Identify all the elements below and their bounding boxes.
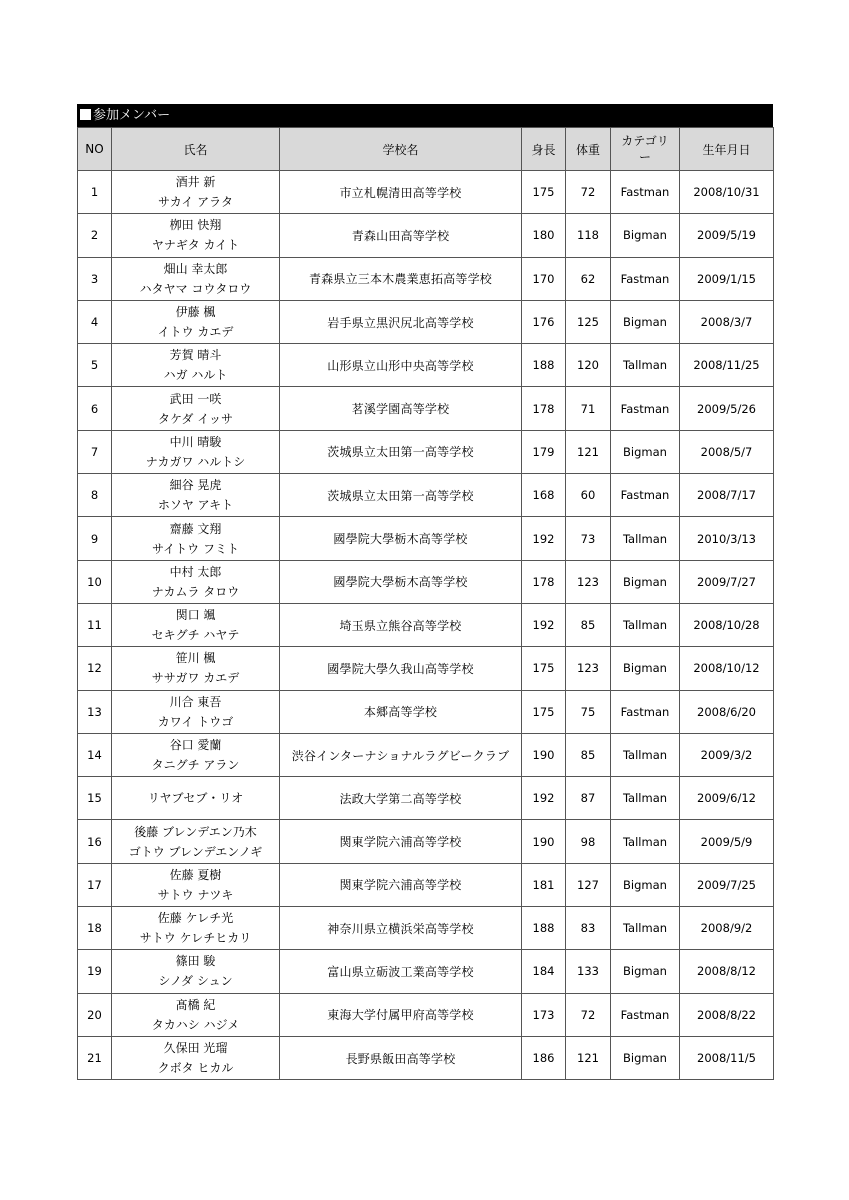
row-name: 中川 晴駿 — [169, 434, 222, 449]
row-height: 186 — [522, 1036, 566, 1079]
row-height: 173 — [522, 993, 566, 1036]
row-no: 16 — [78, 820, 112, 863]
row-category: Bigman — [611, 1036, 680, 1079]
row-category: Fastman — [611, 993, 680, 1036]
row-category: Tallman — [611, 344, 680, 387]
row-category: Bigman — [611, 647, 680, 690]
table-row — [78, 993, 774, 1036]
row-name-cell — [112, 517, 280, 560]
row-name-cell — [112, 820, 280, 863]
row-weight: 72 — [566, 993, 611, 1036]
row-name-kana: シノダ シュン — [158, 974, 233, 989]
table-row — [78, 560, 774, 603]
row-name-cell — [112, 214, 280, 257]
row-name-kana: イトウ カエデ — [157, 325, 234, 340]
row-name-kana: クボタ ヒカル — [157, 1061, 234, 1076]
row-name-cell — [112, 863, 280, 906]
row-school: 市立札幌清田高等学校 — [280, 171, 522, 214]
row-category: Tallman — [611, 820, 680, 863]
row-name-kana: サトウ ナツキ — [157, 887, 234, 902]
row-name-cell — [112, 733, 280, 776]
row-category: Tallman — [611, 517, 680, 560]
row-name-kana: ホソヤ アキト — [157, 498, 234, 513]
row-name-cell — [112, 777, 280, 820]
header-school: 学校名 — [280, 128, 522, 171]
row-name-cell — [112, 257, 280, 300]
row-category: Fastman — [611, 171, 680, 214]
row-height: 192 — [522, 603, 566, 646]
row-name-kana: ナカガワ ハルトシ — [145, 454, 246, 469]
row-school: 富山県立砺波工業高等学校 — [280, 950, 522, 993]
row-name-cell — [112, 907, 280, 950]
row-name: 後藤 ブレンデエン乃木 — [134, 824, 257, 839]
row-height: 178 — [522, 560, 566, 603]
table-row — [78, 517, 774, 560]
row-category: Bigman — [611, 863, 680, 906]
row-school: 青森県立三本木農業恵拓高等学校 — [280, 257, 522, 300]
table-row — [78, 777, 774, 820]
row-name-cell — [112, 560, 280, 603]
row-no: 19 — [78, 950, 112, 993]
header-weight: 体重 — [566, 128, 611, 171]
row-name-kana: ヤナギタ カイト — [151, 238, 240, 253]
row-dob: 2008/9/2 — [680, 907, 774, 950]
row-weight: 123 — [566, 560, 611, 603]
row-name: 細谷 晃虎 — [169, 478, 222, 493]
row-school: 國學院大學久我山高等学校 — [280, 647, 522, 690]
row-name-cell — [112, 690, 280, 733]
row-dob: 2008/11/25 — [680, 344, 774, 387]
row-name-cell — [112, 474, 280, 517]
row-dob: 2008/8/12 — [680, 950, 774, 993]
row-name-kana: ナカムラ タロウ — [151, 584, 240, 599]
table-header-row — [78, 128, 774, 171]
row-school: 渋谷インターナショナルラグビークラブ — [280, 733, 522, 776]
table-row — [78, 430, 774, 473]
row-weight: 73 — [566, 517, 611, 560]
row-name-cell — [112, 344, 280, 387]
row-name-kana: タニグチ アラン — [151, 758, 240, 772]
table-row — [78, 387, 774, 430]
table-row — [78, 950, 774, 993]
row-dob: 2008/10/31 — [680, 171, 774, 214]
row-name-kana: タケダ イッサ — [158, 411, 233, 426]
row-no: 2 — [78, 214, 112, 257]
section-title: 参加メンバー — [93, 108, 171, 123]
row-height: 175 — [522, 647, 566, 690]
table-row — [78, 214, 774, 257]
row-weight: 75 — [566, 690, 611, 733]
row-name-cell — [112, 603, 280, 646]
row-name-kana: セキグチ ハヤテ — [151, 628, 240, 643]
row-height: 175 — [522, 690, 566, 733]
row-dob: 2008/6/20 — [680, 690, 774, 733]
row-name-kana: ゴトウ ブレンデエンノギ — [128, 844, 263, 859]
row-no: 20 — [78, 993, 112, 1036]
row-category: Bigman — [611, 214, 680, 257]
row-dob: 2008/5/7 — [680, 430, 774, 473]
row-dob: 2008/11/5 — [680, 1036, 774, 1079]
row-no: 8 — [78, 474, 112, 517]
members-table — [77, 127, 774, 1080]
row-category: Tallman — [611, 907, 680, 950]
row-weight: 118 — [566, 214, 611, 257]
row-name: 久保田 光瑠 — [163, 1041, 228, 1056]
row-category: Tallman — [611, 733, 680, 776]
table-row — [78, 474, 774, 517]
row-no: 9 — [78, 517, 112, 560]
row-dob: 2009/7/25 — [680, 863, 774, 906]
table-row — [78, 733, 774, 776]
row-school: 茨城県立太田第一高等学校 — [280, 430, 522, 473]
row-height: 190 — [522, 733, 566, 776]
row-name: 関口 颯 — [175, 608, 216, 623]
row-category: Tallman — [611, 603, 680, 646]
row-school: 茨城県立太田第一高等学校 — [280, 474, 522, 517]
table-row — [78, 257, 774, 300]
row-no: 10 — [78, 560, 112, 603]
row-dob: 2009/7/27 — [680, 560, 774, 603]
row-name-kana: ハタヤマ コウタロウ — [139, 281, 252, 296]
row-name-cell — [112, 950, 280, 993]
row-weight: 127 — [566, 863, 611, 906]
row-no: 13 — [78, 690, 112, 733]
header-category-line1: カテゴリ — [621, 134, 669, 148]
row-school: 國學院大學栃木高等学校 — [280, 517, 522, 560]
row-height: 192 — [522, 517, 566, 560]
row-category: Bigman — [611, 950, 680, 993]
row-name: 芳賀 晴斗 — [169, 348, 222, 363]
row-name-kana: サカイ アラタ — [157, 195, 234, 210]
row-dob: 2009/5/26 — [680, 387, 774, 430]
row-dob: 2009/6/12 — [680, 777, 774, 820]
row-school: 岩手県立黒沢尻北高等学校 — [280, 300, 522, 343]
row-weight: 87 — [566, 777, 611, 820]
row-name: 谷口 愛蘭 — [169, 738, 222, 752]
row-school: 青森山田高等学校 — [280, 214, 522, 257]
row-no: 12 — [78, 647, 112, 690]
row-name: 髙橋 紀 — [175, 997, 216, 1012]
row-category: Fastman — [611, 387, 680, 430]
row-dob: 2009/1/15 — [680, 257, 774, 300]
row-weight: 60 — [566, 474, 611, 517]
row-name-cell — [112, 1036, 280, 1079]
row-name: 栁田 快翔 — [169, 218, 222, 233]
row-weight: 123 — [566, 647, 611, 690]
row-name: 酒井 新 — [175, 175, 216, 190]
row-name: 佐藤 ケレチ光 — [157, 911, 234, 926]
row-height: 184 — [522, 950, 566, 993]
header-height: 身長 — [522, 128, 566, 171]
row-no: 14 — [78, 733, 112, 776]
row-no: 1 — [78, 171, 112, 214]
member-list — [77, 104, 773, 1080]
row-name: 武田 一咲 — [169, 391, 222, 406]
row-no: 15 — [78, 777, 112, 820]
row-name: 笹川 楓 — [175, 651, 216, 666]
row-weight: 71 — [566, 387, 611, 430]
row-height: 181 — [522, 863, 566, 906]
row-weight: 125 — [566, 300, 611, 343]
table-row — [78, 603, 774, 646]
table-row — [78, 300, 774, 343]
row-dob: 2008/7/17 — [680, 474, 774, 517]
row-no: 4 — [78, 300, 112, 343]
row-name: 佐藤 夏樹 — [169, 867, 222, 882]
row-name: 畑山 幸太郎 — [163, 261, 228, 276]
row-height: 170 — [522, 257, 566, 300]
header-category-line2: ー — [638, 150, 651, 164]
row-weight: 72 — [566, 171, 611, 214]
row-school: 神奈川県立横浜栄高等学校 — [280, 907, 522, 950]
row-school: 埼玉県立熊谷高等学校 — [280, 603, 522, 646]
row-category: Fastman — [611, 257, 680, 300]
row-category: Fastman — [611, 474, 680, 517]
row-name: 篠田 駿 — [175, 954, 216, 969]
row-school: 法政大学第二高等学校 — [280, 777, 522, 820]
row-category: Fastman — [611, 690, 680, 733]
row-category: Bigman — [611, 430, 680, 473]
row-school: 山形県立山形中央高等学校 — [280, 344, 522, 387]
row-name-cell — [112, 430, 280, 473]
section-title-bar — [77, 104, 773, 127]
table-row — [78, 647, 774, 690]
row-school: 関東学院六浦高等学校 — [280, 820, 522, 863]
row-no: 6 — [78, 387, 112, 430]
row-name: 伊藤 楓 — [175, 305, 216, 320]
row-name-kana: タカハシ ハジメ — [151, 1017, 240, 1032]
row-weight: 62 — [566, 257, 611, 300]
row-height: 180 — [522, 214, 566, 257]
row-weight: 83 — [566, 907, 611, 950]
row-height: 190 — [522, 820, 566, 863]
row-name-kana: ハガ ハルト — [163, 368, 228, 383]
row-name-kana: カワイ トウゴ — [157, 714, 234, 729]
row-weight: 98 — [566, 820, 611, 863]
table-row — [78, 820, 774, 863]
row-name: 川合 東吾 — [169, 694, 222, 709]
row-dob: 2009/5/19 — [680, 214, 774, 257]
row-dob: 2009/5/9 — [680, 820, 774, 863]
row-weight: 85 — [566, 733, 611, 776]
row-weight: 133 — [566, 950, 611, 993]
row-school: 関東学院六浦高等学校 — [280, 863, 522, 906]
row-category: Bigman — [611, 300, 680, 343]
row-weight: 120 — [566, 344, 611, 387]
row-school: 國學院大學栃木高等学校 — [280, 560, 522, 603]
header-category — [611, 128, 680, 171]
row-name-cell — [112, 993, 280, 1036]
row-weight: 85 — [566, 603, 611, 646]
row-height: 178 — [522, 387, 566, 430]
table-row — [78, 863, 774, 906]
row-no: 11 — [78, 603, 112, 646]
row-height: 176 — [522, 300, 566, 343]
row-dob: 2009/3/2 — [680, 733, 774, 776]
square-bullet-icon — [80, 109, 91, 120]
row-name-cell — [112, 387, 280, 430]
row-name-kana: サイトウ フミト — [152, 541, 239, 556]
row-dob: 2008/10/28 — [680, 603, 774, 646]
table-row — [78, 690, 774, 733]
row-name-kana: ササガワ カエデ — [151, 671, 240, 686]
header-dob: 生年月日 — [680, 128, 774, 171]
row-school: 長野県飯田高等学校 — [280, 1036, 522, 1079]
row-school: 茗溪学園高等学校 — [280, 387, 522, 430]
row-dob: 2008/10/12 — [680, 647, 774, 690]
row-no: 18 — [78, 907, 112, 950]
row-weight: 121 — [566, 1036, 611, 1079]
row-name-kana: サトウ ケレチヒカリ — [139, 931, 252, 946]
row-dob: 2008/3/7 — [680, 300, 774, 343]
row-school: 本郷高等学校 — [280, 690, 522, 733]
row-dob: 2010/3/13 — [680, 517, 774, 560]
row-name-cell — [112, 171, 280, 214]
row-no: 21 — [78, 1036, 112, 1079]
row-height: 188 — [522, 344, 566, 387]
row-name: 齋藤 文翔 — [169, 521, 222, 536]
row-name-cell — [112, 300, 280, 343]
row-height: 168 — [522, 474, 566, 517]
row-dob: 2008/8/22 — [680, 993, 774, 1036]
row-height: 179 — [522, 430, 566, 473]
header-name: 氏名 — [112, 128, 280, 171]
row-name-cell — [112, 647, 280, 690]
table-row — [78, 1036, 774, 1079]
row-category: Bigman — [611, 560, 680, 603]
row-no: 7 — [78, 430, 112, 473]
table-row — [78, 171, 774, 214]
row-name: リヤブセブ・リオ — [147, 791, 244, 806]
row-no: 3 — [78, 257, 112, 300]
row-no: 17 — [78, 863, 112, 906]
row-name: 中村 太郎 — [169, 564, 222, 579]
header-no: NO — [78, 128, 112, 171]
row-height: 192 — [522, 777, 566, 820]
row-no: 5 — [78, 344, 112, 387]
row-weight: 121 — [566, 430, 611, 473]
row-school: 東海大学付属甲府高等学校 — [280, 993, 522, 1036]
table-row — [78, 344, 774, 387]
row-category: Tallman — [611, 777, 680, 820]
row-height: 188 — [522, 907, 566, 950]
row-height: 175 — [522, 171, 566, 214]
table-row — [78, 907, 774, 950]
